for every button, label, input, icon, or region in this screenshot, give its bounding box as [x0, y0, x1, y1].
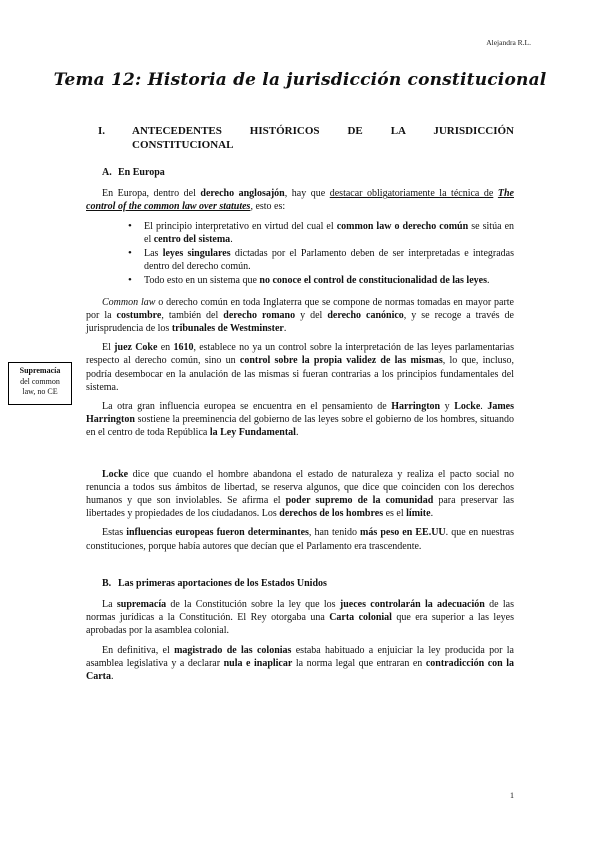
- subsection-heading-b: [102, 577, 514, 590]
- document-body: [86, 124, 514, 689]
- section-title: ANTECEDENTES HISTÓRICOS DE LA JURISDICCIÓN CONSTITUCIONAL: [132, 125, 514, 151]
- margin-note: [8, 362, 72, 405]
- section-number: I.: [98, 125, 106, 137]
- bullet-list: [86, 220, 514, 288]
- list-item: • Las leyes singulares dictadas por el Parlamento deben de ser interpretadas e integradas dentro del derecho común.: [144, 247, 514, 273]
- page-number: 1: [510, 791, 514, 800]
- subsection-title: En Europa: [118, 167, 165, 178]
- paragraph: Estas influencias europeas fueron determinantes, han tenido más peso en EE.UU. que en nuestras constituciones, porque había autores que decían que el Parlamento era trascendente.: [86, 527, 515, 552]
- author-name: Alejandra R.L.: [486, 38, 531, 47]
- subsection-letter: A.: [102, 167, 112, 178]
- margin-note-line: law, no CE: [22, 387, 58, 396]
- paragraph: Locke dice que cuando el hombre abandona el estado de naturaleza y realiza el pacto social no renuncia a todos sus ámbitos de libertad, se reserva algunos, que dice que coinciden con los derechos humanos y que son inviolables. Se afirma el poder supremo de la comunidad para preservar las libertades y propiedades de los ciudadanos. Los derechos de los hombres es el límite.: [86, 468, 515, 520]
- section-heading-1: [86, 124, 514, 152]
- subsection-heading-a: [102, 166, 514, 179]
- subsection-title: Las primeras aportaciones de los Estados Unidos: [118, 577, 327, 589]
- margin-note-line: del common: [20, 376, 60, 386]
- paragraph: La otra gran influencia europea se encuentra en el pensamiento de Harrington y Locke. James Harrington sostiene la preeminencia del gobierno de las leyes sobre el gobierno de los hombres, situando en el centro de toda República la Ley Fundamental.: [86, 401, 515, 439]
- margin-note-bold: Supremacía: [19, 366, 61, 375]
- paragraph: El juez Coke en 1610, establece no ya un control sobre la interpretación de las leyes parlamentarias respecto al derecho común, sino un control sobre la propia validez de las mismas, lo que, incluso, podría desembocar en la anulación de las mismas si fueran contrarias a los principios fundamentales del sistema.: [86, 342, 514, 393]
- paragraph: Common law o derecho común en toda Inglaterra que se compone de normas tomadas en mayor parte por la costumbre, también del derecho romano y del derecho canónico, y se recoge a través de jurisprudencia de los tribunales de Westminster.: [86, 296, 514, 335]
- paragraph: La supremacía de la Constitución sobre la ley que los jueces controlarán la adecuación de las normas jurídicas a la Constitución. El Rey otorgaba una Carta colonial que era superior a las leyes aprobadas por la asamblea colonial.: [86, 599, 514, 637]
- subsection-letter: B.: [102, 577, 112, 589]
- paragraph: En definitiva, el magistrado de las colonias estaba habituado a enjuiciar la ley producida por la asamblea legislativa y a declarar nula e inaplicar la norma legal que entraran en contradicción con la Carta.: [86, 644, 515, 683]
- page-title: Tema 12: Historia de la jurisdicción constitucional: [53, 70, 547, 90]
- list-item: • Todo esto en un sistema que no conoce el control de constitucionalidad de las leyes.: [144, 274, 514, 287]
- list-item: • El principio interpretativo en virtud del cual el common law o derecho común se sitúa en el centro del sistema.: [144, 220, 514, 246]
- paragraph: En Europa, dentro del derecho anglosajón, hay que destacar obligatoriamente la técnica de The control of the common law over statutes, esto es:: [86, 188, 514, 213]
